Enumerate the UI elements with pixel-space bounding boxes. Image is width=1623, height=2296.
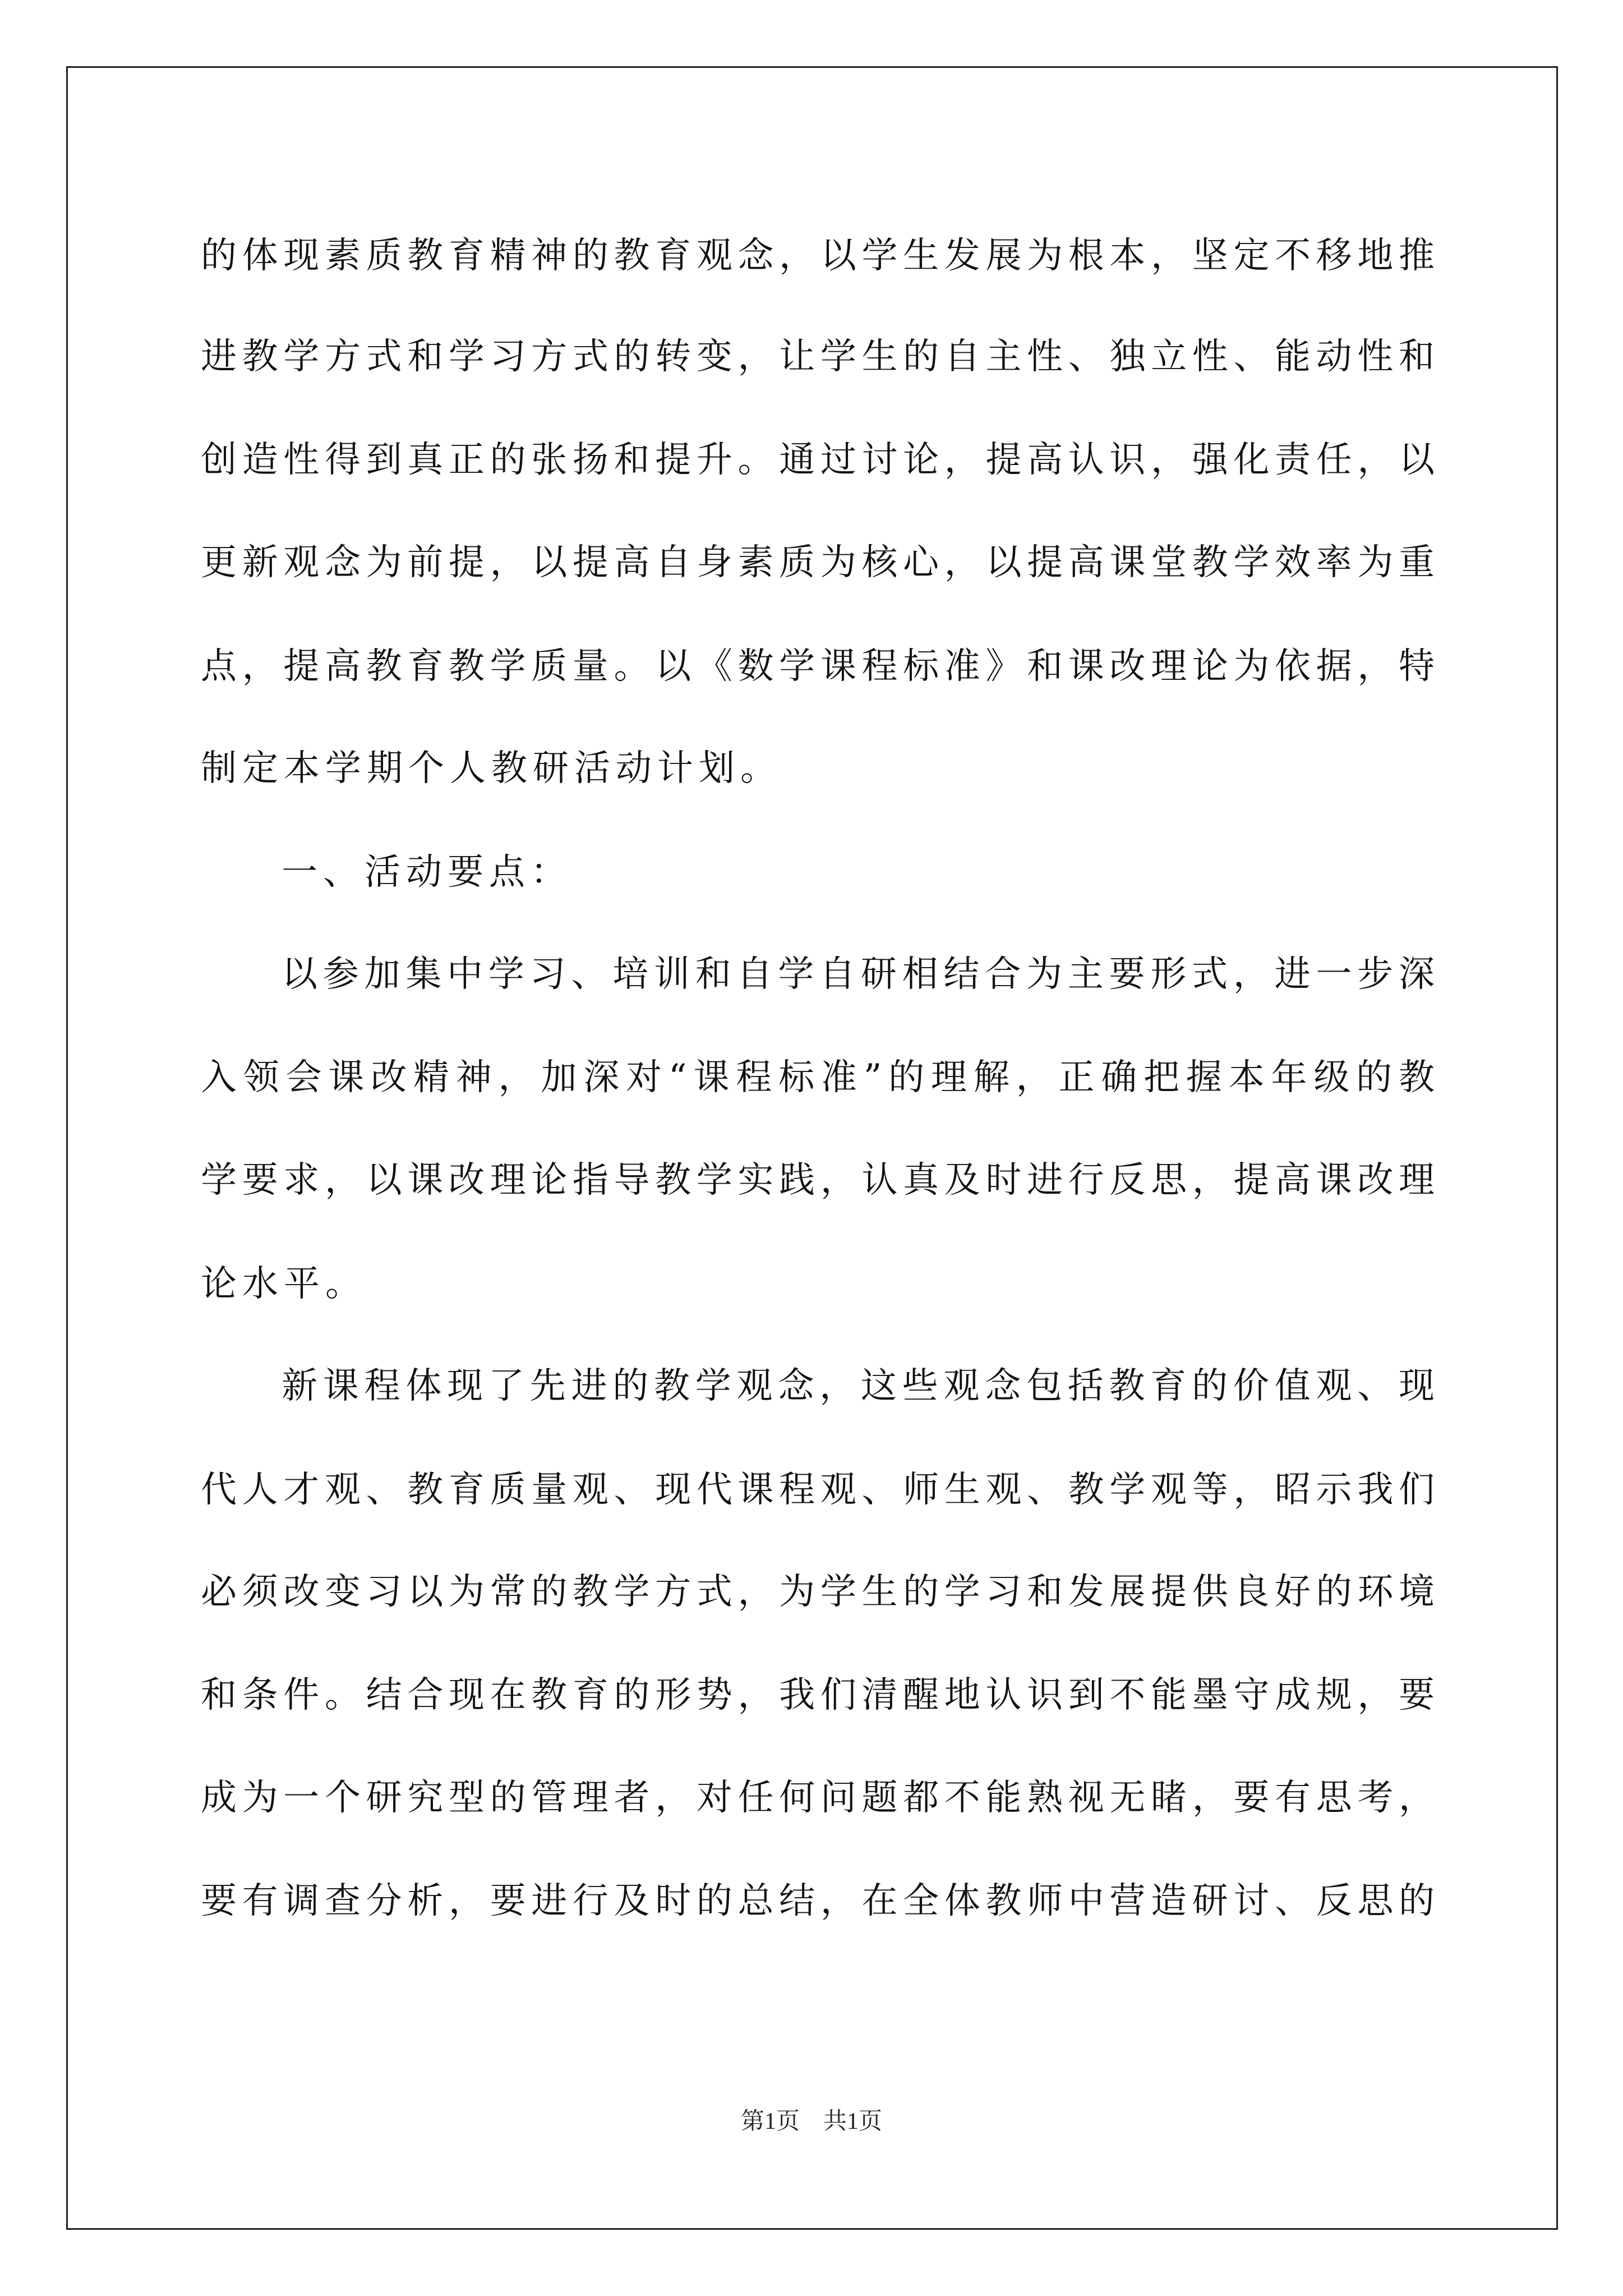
text-line: 代人才观、教育质量观、现代课程观、师生观、教学观等，昭示我们 — [201, 1469, 1435, 1511]
text-line: 学要求，以课改理论指导教学实践，认真及时进行反思，提高课改理 — [201, 1159, 1435, 1201]
text-line: 要有调查分析，要进行及时的总结，在全体教师中营造研讨、反思的 — [201, 1880, 1435, 1922]
text-line: 更新观念为前提，以提高自身素质为核心，以提高课堂教学效率为重 — [201, 542, 1435, 583]
text-line: 点，提高教育教学质量。以《数学课程标准》和课改理论为依据，特 — [201, 646, 1435, 687]
text-line: 创造性得到真正的张扬和提升。通过讨论，提高认识，强化责任，以 — [201, 439, 1435, 481]
text-line: 新课程体现了先进的教学观念，这些观念包括教育的价值观、现 — [282, 1365, 1435, 1407]
text-line: 制定本学期个人教研活动计划。 — [201, 748, 782, 789]
text-line: 必须改变习以为常的教学方式，为学生的学习和发展提供良好的环境 — [201, 1571, 1435, 1613]
text-line: 的体现素质教育精神的教育观念，以学生发展为根本，坚定不移地推 — [201, 235, 1435, 277]
page-number-footer: 第1页 共1页 — [740, 2109, 882, 2134]
text-line: 进教学方式和学习方式的转变，让学生的自主性、独立性、能动性和 — [201, 336, 1435, 378]
text-line: 入领会课改精神，加深对“课程标准”的理解，正确把握本年级的教 — [201, 1057, 1435, 1098]
text-line: 和条件。结合现在教育的形势，我们清醒地认识到不能墨守成规，要 — [201, 1674, 1435, 1716]
text-line: 成为一个研究型的管理者，对任何问题都不能熟视无睹，要有思考， — [201, 1777, 1435, 1819]
section-heading: 一、活动要点： — [282, 852, 572, 893]
text-line: 论水平。 — [201, 1263, 367, 1305]
text-line: 以参加集中学习、培训和自学自研相结合为主要形式，进一步深 — [282, 954, 1435, 995]
